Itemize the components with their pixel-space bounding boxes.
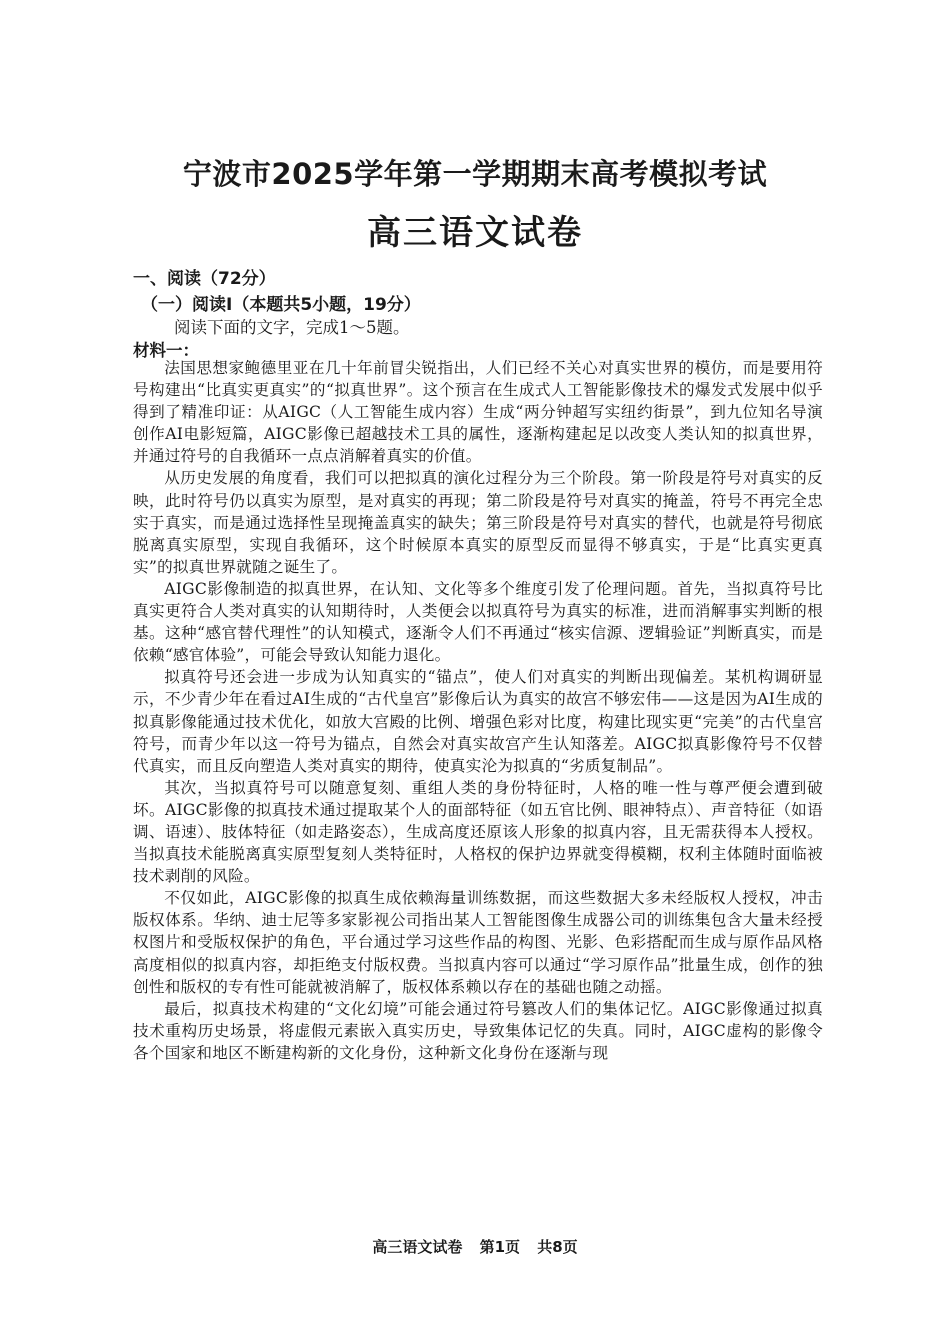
paragraph: AIGC影像制造的拟真世界，在认知、文化等多个维度引发了伦理问题。首先，当拟真符号比真实更符合人类对真实的认知期待时，人类便会以拟真符号为真实的标准，进而消解事实判断的根基。这种“感官替代理性”的认知模式，逐渐令人们不再通过“核实信源、逻辑验证”判断真实，而是依赖“感官体验”，可能会导致认知能力退化。: [133, 579, 823, 665]
paragraph: 其次，当拟真符号可以随意复刻、重组人类的身份特征时，人格的唯一性与尊严便会遭到破坏。AIGC影像的拟真技术通过提取某个人的面部特征（如五官比例、眼神特点）、声音特征（如语调、语速）、肢体特征（如走路姿态），生成高度还原该人形象的拟真内容，且无需获得本人授权。当拟真技术能脱离真实原型复刻人类特征时，人格权的保护边界就变得模糊，权利主体随时面临被技术剥削的风险。: [133, 778, 823, 886]
paragraph: 最后，拟真技术构建的“文化幻境”可能会通过符号篡改人们的集体记忆。AIGC影像通过拟真技术重构历史场景，将虚假元素嵌入真实历史，导致集体记忆的失真。同时，AIGC虚构的影像令各个国家和地区不断建构新的文化身份，这种新文化身份在逐渐与现: [133, 999, 823, 1062]
exam-title: 宁波市2025学年第一学期期末高考模拟考试: [182, 157, 768, 191]
footer-total-pages: 共8页: [537, 1238, 578, 1256]
page-footer: [0, 1236, 950, 1257]
article-body: [133, 357, 823, 1064]
paper-title: 高三语文试卷: [367, 213, 583, 253]
section-heading: 一、阅读（72分）: [133, 269, 276, 289]
footer-page-number: 第1页: [479, 1238, 520, 1256]
paragraph: 不仅如此，AIGC影像的拟真生成依赖海量训练数据，而这些数据大多未经版权人授权，冲击版权体系。华纳、迪士尼等多家影视公司指出某人工智能图像生成器公司的训练集包含大量未经授权图片和受版权保护的角色，平台通过学习这些作品的构图、光影、色彩搭配而生成与原作品风格高度相似的拟真内容，却拒绝支付版权费。当拟真内容可以通过“学习原作品”批量生成，创作的独创性和版权的专有性可能就被消解了，版权体系赖以存在的基础也随之动摇。: [133, 889, 823, 996]
paragraph: 拟真符号还会进一步成为认知真实的“锚点”，使人们对真实的判断出现偏差。某机构调研显示，不少青少年在看过AI生成的“古代皇宫”影像后认为真实的故宫不够宏伟——这是因为AI生成的拟真影像能通过技术优化，如放大宫殿的比例、增强色彩对比度，构建比现实更“完美”的古代皇宫符号，而青少年以这一符号为锚点，自然会对真实故宫产生认知落差。AIGC拟真影像符号不仅替代真实，而且反向塑造人类对真实的期待，使真实沦为拟真的“劣质复制品”。: [133, 668, 823, 775]
footer-exam-name: 高三语文试卷: [372, 1238, 463, 1256]
paragraph: 法国思想家鲍德里亚在几十年前冒尖锐指出，人们已经不关心对真实世界的模仿，而是要用符号构建出“比真实更真实”的“拟真世界”。这个预言在生成式人工智能影像技术的爆发式发展中似乎得到了精准印证：从AIGC（人工智能生成内容）生成“两分钟超写实纽约街景”，到九位知名导演创作AI电影短篇，AIGC影像已超越技术工具的属性，逐渐构建起足以改变人类认知的拟真世界，并通过符号的自我循环一点点消解着真实的价值。: [133, 359, 823, 466]
subsection-heading: （一）阅读Ⅰ（本题共5小题，19分）: [141, 295, 421, 315]
reading-instruction: 阅读下面的文字，完成1～5题。: [174, 318, 410, 337]
paragraph: 从历史发展的角度看，我们可以把拟真的演化过程分为三个阶段。第一阶段是符号对真实的反映，此时符号仍以真实为原型，是对真实的再现；第二阶段是符号对真实的掩盖，符号不再完全忠实于真实，而是通过选择性呈现掩盖真实的缺失；第三阶段是符号对真实的替代，也就是符号彻底脱离真实原型，实现自我循环，这个时候原本真实的原型反而显得不够真实，于是“比真实更真实”的拟真世界就随之诞生了。: [133, 469, 823, 576]
material-label: 材料一：: [133, 341, 199, 360]
